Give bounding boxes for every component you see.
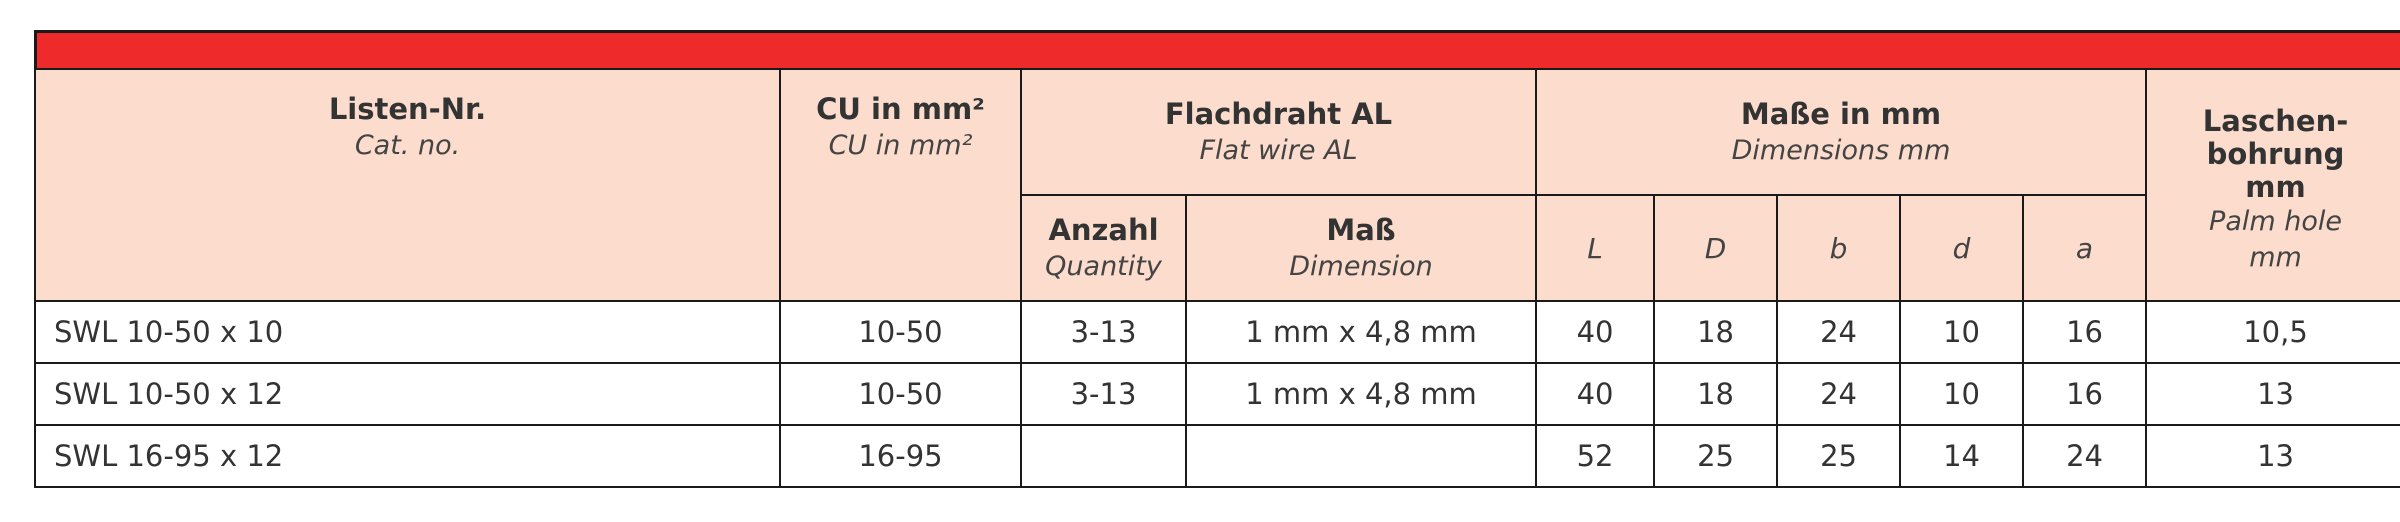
cell-a: 16	[2023, 363, 2146, 425]
header-catno-en: Cat. no.	[354, 130, 461, 161]
cell-quantity	[1021, 425, 1186, 487]
cell-cu: 10-50	[780, 301, 1021, 363]
cell-L: 40	[1536, 363, 1654, 425]
header-catno-de: Listen-Nr.	[328, 92, 487, 126]
header-palmhole	[2146, 69, 2400, 301]
header-flatwire	[1021, 69, 1536, 195]
cell-d: 14	[1900, 425, 2023, 487]
cell-hole: 13	[2146, 425, 2400, 487]
header-dim-d	[1900, 195, 2023, 301]
table-row	[35, 301, 2400, 363]
header-dim-a-label: a	[2075, 231, 2094, 265]
cell-b: 24	[1777, 363, 1900, 425]
cell-D: 18	[1654, 301, 1777, 363]
header-quantity-en: Quantity	[1045, 251, 1162, 282]
header-flatwire-en: Flat wire AL	[1199, 135, 1358, 166]
cell-d: 10	[1900, 363, 2023, 425]
cell-catno: SWL 10-50 x 10	[35, 301, 780, 363]
cell-a: 24	[2023, 425, 2146, 487]
cell-quantity: 3-13	[1021, 363, 1186, 425]
table-row	[35, 425, 2400, 487]
header-dimension-de: Maß	[1326, 213, 1396, 247]
header-palmhole-en-1: Palm hole	[2209, 205, 2342, 237]
cell-a: 16	[2023, 301, 2146, 363]
header-dim-b-label: b	[1829, 231, 1848, 265]
table-row	[35, 363, 2400, 425]
header-dim-d-label: d	[1952, 231, 1971, 265]
table-accent-bar	[34, 30, 2400, 68]
cell-L: 40	[1536, 301, 1654, 363]
header-cu-en: CU in mm²	[828, 130, 973, 161]
header-dimensions	[1536, 69, 2146, 195]
cell-dimension: 1 mm x 4,8 mm	[1186, 301, 1536, 363]
cell-catno: SWL 16-95 x 12	[35, 425, 780, 487]
cell-catno: SWL 10-50 x 12	[35, 363, 780, 425]
cell-b: 24	[1777, 301, 1900, 363]
cell-L: 52	[1536, 425, 1654, 487]
cell-D: 18	[1654, 363, 1777, 425]
cell-hole: 13	[2146, 363, 2400, 425]
cell-dimension: 1 mm x 4,8 mm	[1186, 363, 1536, 425]
header-flatwire-de: Flachdraht AL	[1164, 97, 1393, 131]
cell-D: 25	[1654, 425, 1777, 487]
header-dimension-en: Dimension	[1289, 251, 1433, 282]
header-palmhole-de-1: Laschen-	[2202, 103, 2349, 138]
product-table-container	[34, 30, 2400, 488]
header-dim-L-label: L	[1587, 231, 1603, 265]
header-dim-L	[1536, 195, 1654, 301]
header-dim-D-label: D	[1704, 231, 1727, 265]
header-palmhole-de-3: mm	[2245, 169, 2306, 204]
header-dim-a	[2023, 195, 2146, 301]
product-table	[34, 68, 2400, 488]
header-quantity	[1021, 195, 1186, 301]
header-dimensions-en: Dimensions mm	[1731, 135, 1951, 166]
cell-b: 25	[1777, 425, 1900, 487]
cell-cu: 16-95	[780, 425, 1021, 487]
cell-quantity: 3-13	[1021, 301, 1186, 363]
header-palmhole-de-2: bohrung	[2206, 136, 2345, 171]
cell-d: 10	[1900, 301, 2023, 363]
cell-cu: 10-50	[780, 363, 1021, 425]
header-quantity-de: Anzahl	[1048, 213, 1159, 247]
cell-hole: 10,5	[2146, 301, 2400, 363]
header-catno	[35, 69, 780, 301]
header-dimension	[1186, 195, 1536, 301]
header-palmhole-en-2: mm	[2249, 241, 2302, 273]
header-cu	[780, 69, 1021, 301]
header-cu-de: CU in mm²	[816, 92, 985, 126]
header-dim-D	[1654, 195, 1777, 301]
header-dim-b	[1777, 195, 1900, 301]
cell-dimension	[1186, 425, 1536, 487]
header-dimensions-de: Maße in mm	[1740, 97, 1942, 131]
